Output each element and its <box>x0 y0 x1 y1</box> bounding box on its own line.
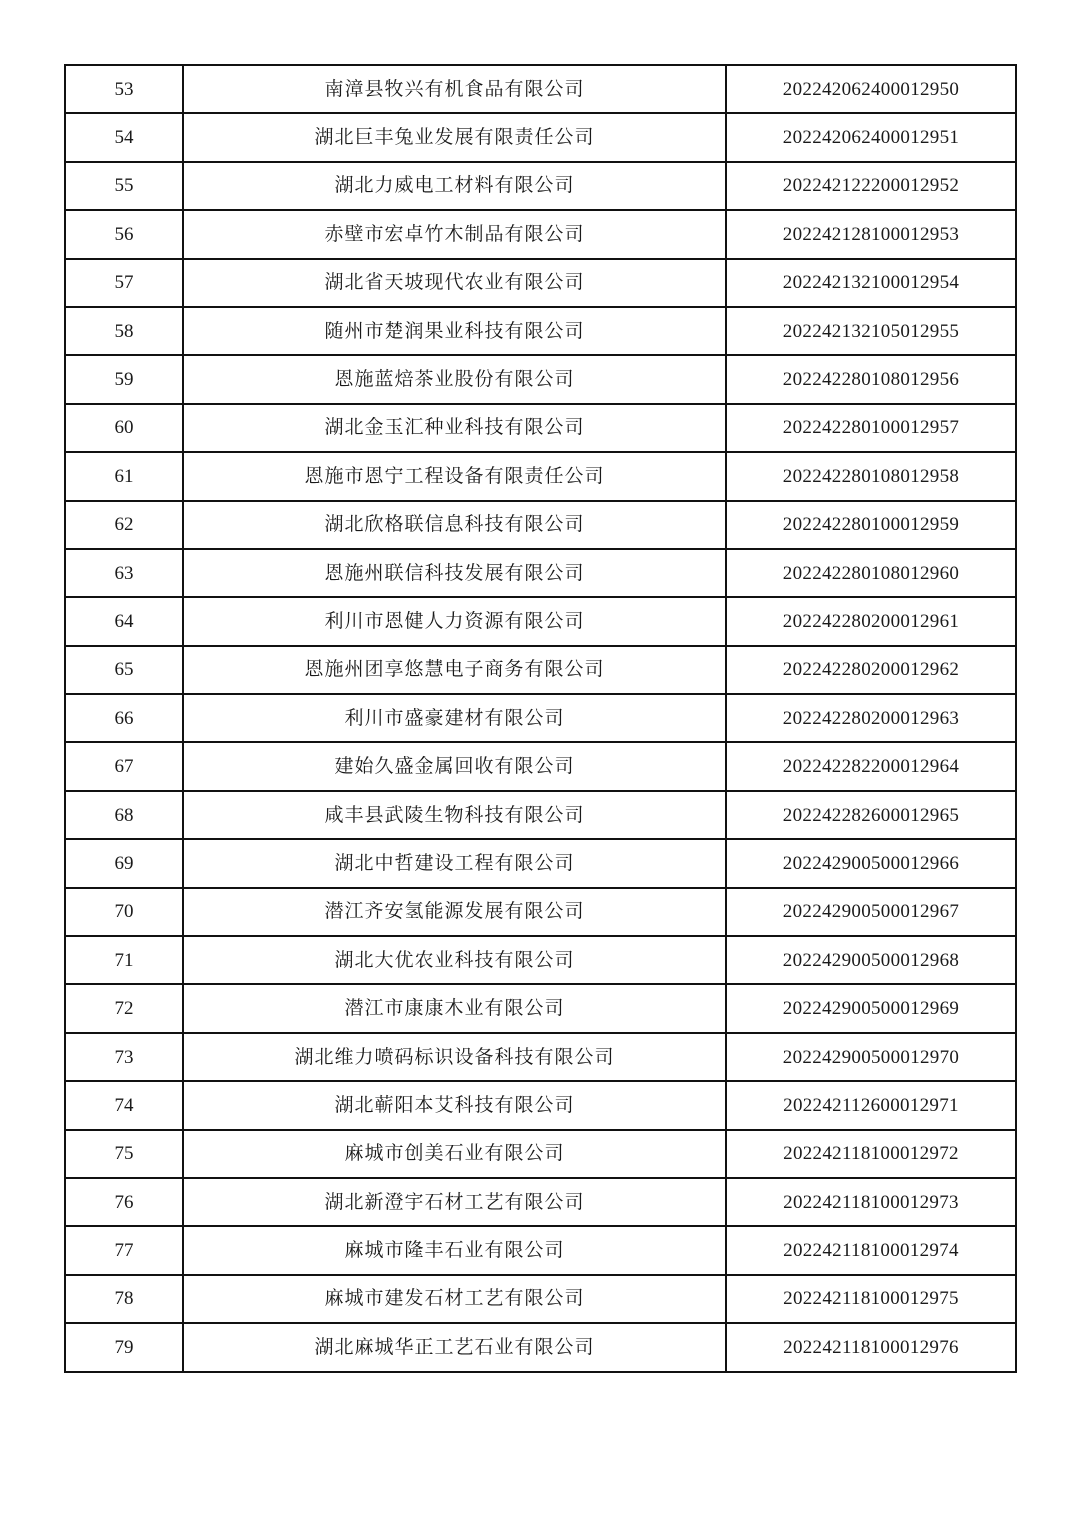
registration-code-cell: 202242122200012952 <box>726 162 1016 210</box>
registration-code-cell: 202242118100012972 <box>726 1130 1016 1178</box>
company-name-cell: 湖北蕲阳本艾科技有限公司 <box>183 1081 726 1129</box>
table-row <box>65 1130 1016 1178</box>
row-number-cell: 54 <box>65 113 183 161</box>
registration-code-cell: 202242118100012976 <box>726 1323 1016 1371</box>
registration-code-cell: 202242062400012950 <box>726 65 1016 113</box>
company-name-cell: 湖北麻城华正工艺石业有限公司 <box>183 1323 726 1371</box>
registration-code-cell: 202242900500012968 <box>726 936 1016 984</box>
registration-code-cell: 202242118100012974 <box>726 1226 1016 1274</box>
registration-code-cell: 202242280108012956 <box>726 355 1016 403</box>
registration-code-cell: 202242280200012963 <box>726 694 1016 742</box>
company-name-cell: 赤壁市宏卓竹木制品有限公司 <box>183 210 726 258</box>
company-name-cell: 湖北巨丰兔业发展有限责任公司 <box>183 113 726 161</box>
registration-code-cell: 202242282600012965 <box>726 791 1016 839</box>
company-name-cell: 建始久盛金属回收有限公司 <box>183 742 726 790</box>
row-number-cell: 63 <box>65 549 183 597</box>
row-number-cell: 72 <box>65 984 183 1032</box>
company-name-cell: 恩施市恩宁工程设备有限责任公司 <box>183 452 726 500</box>
row-number-cell: 75 <box>65 1130 183 1178</box>
table-body <box>65 65 1016 1372</box>
table-row <box>65 839 1016 887</box>
row-number-cell: 65 <box>65 646 183 694</box>
registration-code-cell: 202242132105012955 <box>726 307 1016 355</box>
table-row <box>65 259 1016 307</box>
row-number-cell: 61 <box>65 452 183 500</box>
table-row <box>65 307 1016 355</box>
company-name-cell: 咸丰县武陵生物科技有限公司 <box>183 791 726 839</box>
row-number-cell: 53 <box>65 65 183 113</box>
row-number-cell: 56 <box>65 210 183 258</box>
table-row <box>65 113 1016 161</box>
row-number-cell: 58 <box>65 307 183 355</box>
company-name-cell: 麻城市创美石业有限公司 <box>183 1130 726 1178</box>
company-name-cell: 随州市楚润果业科技有限公司 <box>183 307 726 355</box>
table-row <box>65 65 1016 113</box>
company-name-cell: 湖北力威电工材料有限公司 <box>183 162 726 210</box>
registration-code-cell: 202242280108012960 <box>726 549 1016 597</box>
table-row <box>65 694 1016 742</box>
company-name-cell: 潜江市康康木业有限公司 <box>183 984 726 1032</box>
row-number-cell: 66 <box>65 694 183 742</box>
table-row <box>65 452 1016 500</box>
registration-code-cell: 202242062400012951 <box>726 113 1016 161</box>
company-name-cell: 湖北大优农业科技有限公司 <box>183 936 726 984</box>
registration-code-cell: 202242900500012969 <box>726 984 1016 1032</box>
company-name-cell: 湖北欣格联信息科技有限公司 <box>183 501 726 549</box>
row-number-cell: 57 <box>65 259 183 307</box>
table-row <box>65 162 1016 210</box>
row-number-cell: 69 <box>65 839 183 887</box>
registration-code-cell: 202242112600012971 <box>726 1081 1016 1129</box>
table-row <box>65 888 1016 936</box>
table-row <box>65 549 1016 597</box>
table-row <box>65 501 1016 549</box>
table-row <box>65 597 1016 645</box>
table-row <box>65 1081 1016 1129</box>
row-number-cell: 78 <box>65 1275 183 1323</box>
registration-code-cell: 202242280100012959 <box>726 501 1016 549</box>
company-name-cell: 恩施州联信科技发展有限公司 <box>183 549 726 597</box>
table-row <box>65 791 1016 839</box>
company-name-cell: 南漳县牧兴有机食品有限公司 <box>183 65 726 113</box>
row-number-cell: 70 <box>65 888 183 936</box>
row-number-cell: 60 <box>65 404 183 452</box>
company-name-cell: 麻城市建发石材工艺有限公司 <box>183 1275 726 1323</box>
row-number-cell: 68 <box>65 791 183 839</box>
registration-code-cell: 202242280100012957 <box>726 404 1016 452</box>
row-number-cell: 55 <box>65 162 183 210</box>
registration-code-cell: 202242118100012975 <box>726 1275 1016 1323</box>
company-name-cell: 潜江齐安氢能源发展有限公司 <box>183 888 726 936</box>
table-row <box>65 742 1016 790</box>
registration-code-cell: 202242118100012973 <box>726 1178 1016 1226</box>
registration-code-cell: 202242132100012954 <box>726 259 1016 307</box>
registration-code-cell: 202242900500012967 <box>726 888 1016 936</box>
company-name-cell: 利川市恩健人力资源有限公司 <box>183 597 726 645</box>
row-number-cell: 73 <box>65 1033 183 1081</box>
row-number-cell: 77 <box>65 1226 183 1274</box>
table-row <box>65 1275 1016 1323</box>
table-row <box>65 1178 1016 1226</box>
company-list-table <box>64 64 1017 1373</box>
registration-code-cell: 202242280200012961 <box>726 597 1016 645</box>
company-name-cell: 恩施蓝焙茶业股份有限公司 <box>183 355 726 403</box>
registration-code-cell: 202242282200012964 <box>726 742 1016 790</box>
registration-code-cell: 202242900500012970 <box>726 1033 1016 1081</box>
table-row <box>65 1033 1016 1081</box>
registration-code-cell: 202242128100012953 <box>726 210 1016 258</box>
table-row <box>65 646 1016 694</box>
company-name-cell: 湖北维力喷码标识设备科技有限公司 <box>183 1033 726 1081</box>
table-row <box>65 1226 1016 1274</box>
company-name-cell: 麻城市隆丰石业有限公司 <box>183 1226 726 1274</box>
row-number-cell: 67 <box>65 742 183 790</box>
row-number-cell: 74 <box>65 1081 183 1129</box>
row-number-cell: 76 <box>65 1178 183 1226</box>
registration-code-cell: 202242280200012962 <box>726 646 1016 694</box>
row-number-cell: 62 <box>65 501 183 549</box>
table-row <box>65 984 1016 1032</box>
row-number-cell: 71 <box>65 936 183 984</box>
registration-code-cell: 202242280108012958 <box>726 452 1016 500</box>
row-number-cell: 64 <box>65 597 183 645</box>
row-number-cell: 59 <box>65 355 183 403</box>
company-name-cell: 利川市盛豪建材有限公司 <box>183 694 726 742</box>
table-row <box>65 936 1016 984</box>
table-row <box>65 210 1016 258</box>
company-name-cell: 恩施州团享悠慧电子商务有限公司 <box>183 646 726 694</box>
company-name-cell: 湖北金玉汇种业科技有限公司 <box>183 404 726 452</box>
registration-code-cell: 202242900500012966 <box>726 839 1016 887</box>
company-name-cell: 湖北省天坡现代农业有限公司 <box>183 259 726 307</box>
table-row <box>65 355 1016 403</box>
company-name-cell: 湖北中哲建设工程有限公司 <box>183 839 726 887</box>
table-row <box>65 1323 1016 1371</box>
table-row <box>65 404 1016 452</box>
row-number-cell: 79 <box>65 1323 183 1371</box>
company-name-cell: 湖北新澄宇石材工艺有限公司 <box>183 1178 726 1226</box>
